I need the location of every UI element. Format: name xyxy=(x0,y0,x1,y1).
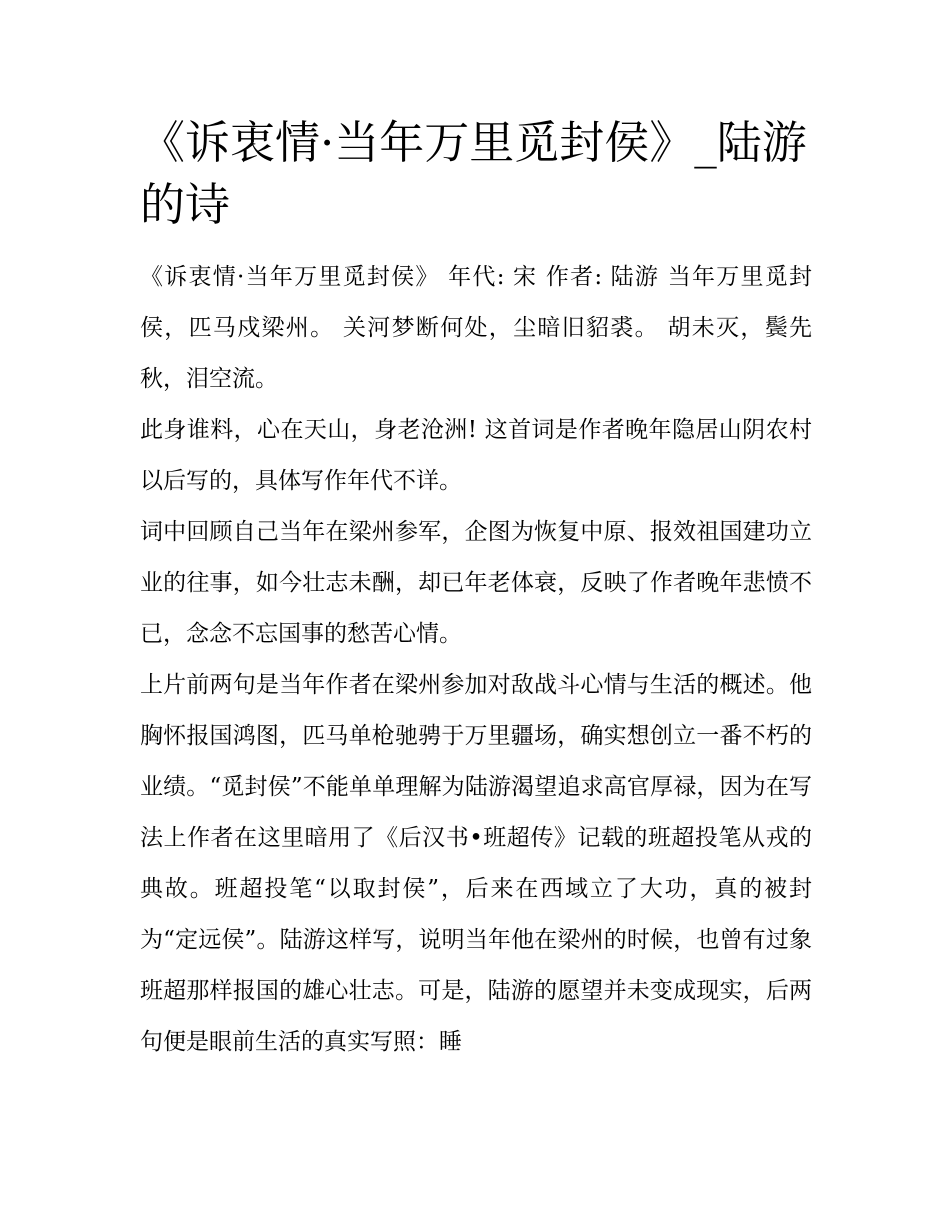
paragraph-1: 《诉衷情·当年万里觅封侯》 年代: 宋 作者: 陆游 当年万里觅封侯，匹马戍梁州。 关河梦断何处，尘暗旧貂裘。 胡未灭，鬓先秋，泪空流。 xyxy=(140,264,812,392)
paragraph-4: 上片前两句是当年作者在梁州参加对敌战斗心情与生活的概述。他胸怀报国鸿图，匹马单枪驰骋于万里疆场，确实想创立一番不朽的业绩。“觅封侯”不能单单理解为陆游渴望追求高官厚禄，因为在写法上作者在这里暗用了《后汉书•班超传》记载的班超投笔从戎的典故。班超投笔“以取封侯”，后来在西域立了大功，真的被封为“定远侯”。陆游这样写，说明当年他在梁州的时候，也曾有过象班超那样报国的雄心壮志。可是，陆游的愿望并未变成现实，后两句便是眼前生活的真实写照：睡 xyxy=(140,672,812,1055)
paragraph-2: 此身谁料，心在天山，身老沧洲! 这首词是作者晚年隐居山阴农村以后写的，具体写作年代不详。 xyxy=(140,417,812,494)
document-page xyxy=(140,112,812,1068)
paragraph-3: 词中回顾自己当年在梁州参军，企图为恢复中原、报效祖国建功立业的往事，如今壮志未酬，却已年老体衰，反映了作者晚年悲愤不已，念念不忘国事的愁苦心情。 xyxy=(140,519,812,647)
page-title: 《诉衷情·当年万里觅封侯》_陆游的诗 xyxy=(140,116,807,231)
